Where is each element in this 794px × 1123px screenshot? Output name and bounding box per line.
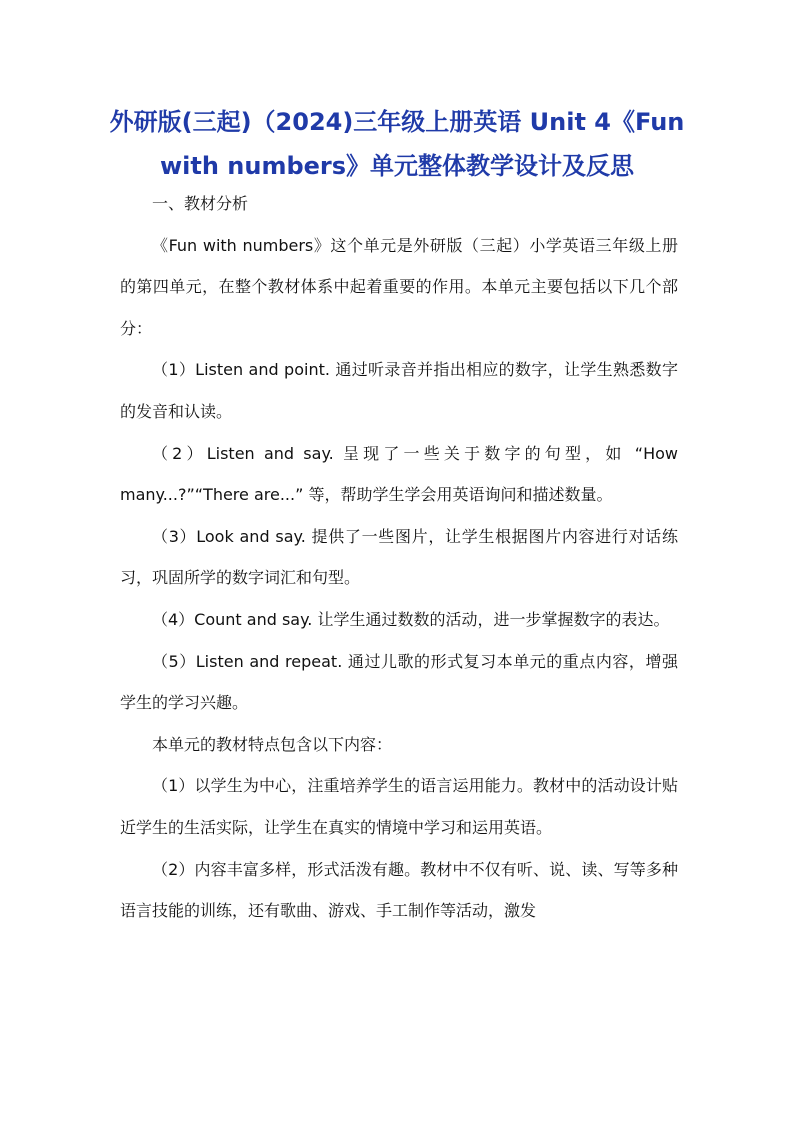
paragraph-intro: 《Fun with numbers》这个单元是外研版（三起）小学英语三年级上册的第四单元，在整个教材体系中起着重要的作用。本单元主要包括以下几个部分： [120, 235, 678, 338]
document-body [120, 183, 678, 932]
paragraph-features-intro: 本单元的教材特点包含以下内容： [152, 734, 393, 754]
paragraph-listen-say: （2）Listen and say. 呈现了一些关于数字的句型，如 “How many...?”“There are...” 等，帮助学生学会用英语询问和描述数量。 [120, 443, 678, 505]
paragraph-feature-2: （2）内容丰富多样，形式活泼有趣。教材中不仅有听、说、读、写等多种语言技能的训练，还有歌曲、游戏、手工制作等活动，激发 [120, 859, 678, 921]
paragraph-look-say: （3）Look and say. 提供了一些图片，让学生根据图片内容进行对话练习，巩固所学的数字词汇和句型。 [120, 526, 678, 588]
paragraph-feature-1: （1）以学生为中心，注重培养学生的语言运用能力。教材中的活动设计贴近学生的生活实际，让学生在真实的情境中学习和运用英语。 [120, 776, 678, 837]
paragraph-listen-repeat: （5）Listen and repeat. 通过儿歌的形式复习本单元的重点内容，增强学生的学习兴趣。 [120, 651, 678, 713]
paragraph-count-say: （4）Count and say. 让学生通过数数的活动，进一步掌握数字的表达。 [152, 609, 670, 629]
paragraph-listen-point: （1）Listen and point. 通过听录音并指出相应的数字，让学生熟悉数字的发音和认读。 [120, 360, 678, 421]
section-heading: 一、教材分析 [152, 194, 249, 213]
document-title: 外研版(三起)（2024)三年级上册英语 Unit 4《Fun with numbers》单元整体教学设计及反思 [109, 108, 685, 180]
